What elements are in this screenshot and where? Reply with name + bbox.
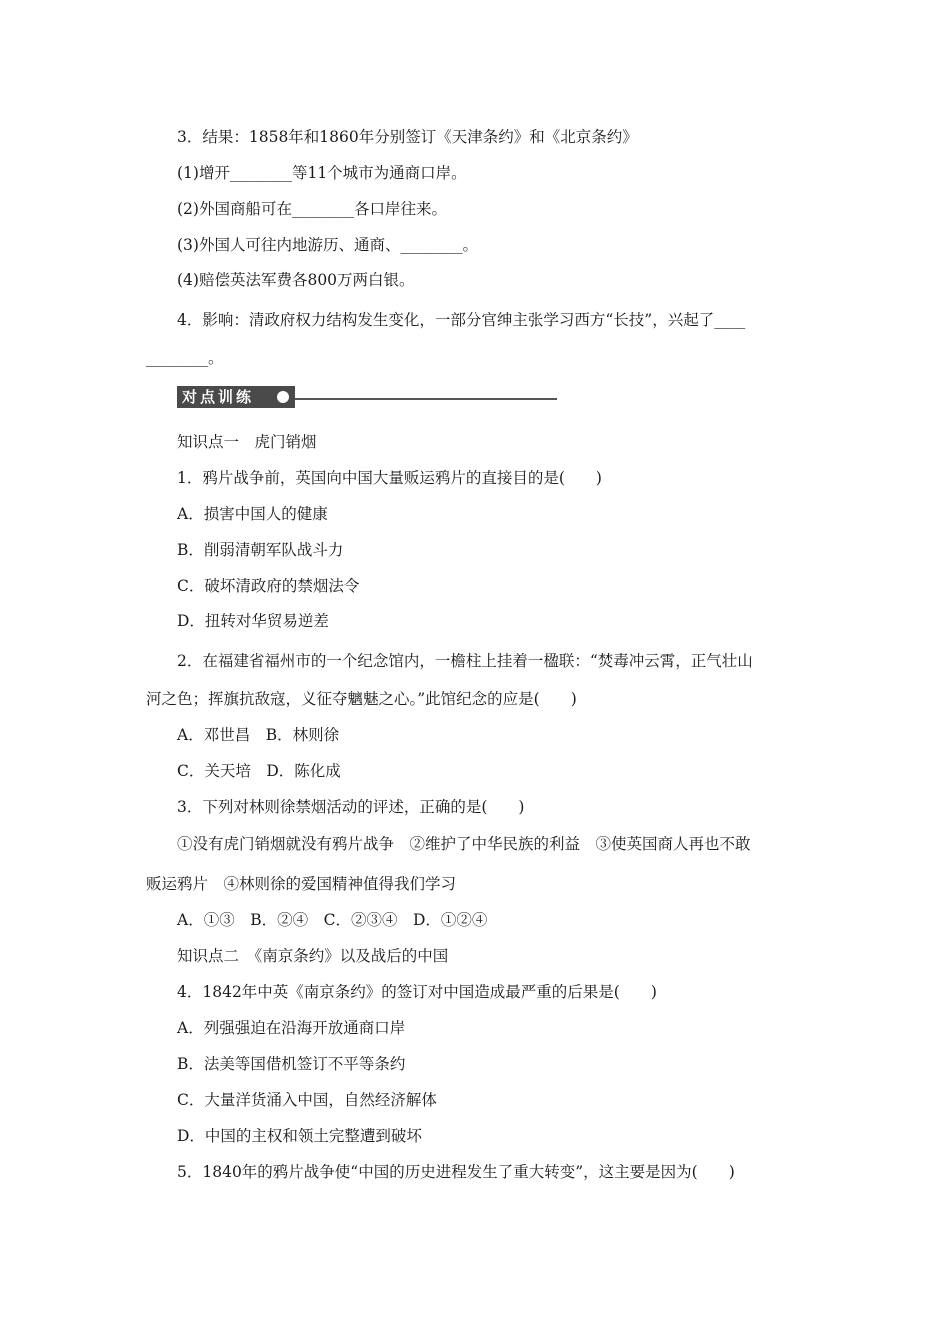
option-line: B．削弱清朝军队战斗力 [177, 541, 344, 559]
question-2-continuation: 河之色；挥旗抗敌寇，义征夺魑魅之心。”此馆纪念的应是( ) [146, 690, 577, 708]
option-line: D．扭转对华贸易逆差 [177, 612, 329, 630]
question-1: 1．鸦片战争前，英国向中国大量贩运鸦片的直接目的是( ) [177, 469, 602, 487]
bullet-dot-icon [277, 391, 289, 403]
option-line: A．①③ B．②④ C．②③④ D．①②④ [177, 911, 488, 929]
heading-rule [295, 398, 557, 400]
impact-line: 4．影响：清政府权力结构发生变化，一部分官绅主张学习西方“长技”，兴起了____ [177, 311, 746, 329]
knowledge-point-1: 知识点一 虎门销烟 [177, 433, 317, 451]
option-line: C．关天培 D．陈化成 [177, 762, 341, 780]
result-line: 3．结果：1858年和1860年分别签订《天津条约》和《北京条约》 [177, 128, 638, 146]
result-item-3: (3)外国人可往内地游历、通商、________。 [177, 236, 478, 254]
question-4: 4．1842年中英《南京条约》的签订对中国造成最严重的后果是( ) [177, 983, 657, 1001]
result-item-1: (1)增开________等11个城市为通商口岸。 [177, 164, 467, 182]
result-item-2: (2)外国商船可在________各口岸往来。 [177, 200, 447, 218]
question-5: 5．1840年的鸦片战争使“中国的历史进程发生了重大转变”，这主要是因为( ) [177, 1163, 735, 1181]
option-line: A．邓世昌 B．林则徐 [177, 726, 340, 744]
question-2: 2．在福建省福州市的一个纪念馆内，一檐柱上挂着一楹联：“焚毒冲云霄，正气壮山 [177, 652, 753, 670]
statements-line: ①没有虎门销烟就没有鸦片战争 ②维护了中华民族的利益 ③使英国商人再也不敢 [177, 835, 751, 853]
option-line: C．破坏清政府的禁烟法令 [177, 577, 360, 595]
option-line: D．中国的主权和领土完整遭到破坏 [177, 1127, 422, 1145]
impact-line-continuation: ________。 [146, 349, 224, 367]
section-heading [177, 386, 557, 408]
statements-continuation: 贩运鸦片 ④林则徐的爱国精神值得我们学习 [146, 875, 457, 893]
section-title: 对点训练 [177, 386, 295, 408]
option-line: A．损害中国人的健康 [177, 505, 328, 523]
option-line: A．列强强迫在沿海开放通商口岸 [177, 1019, 406, 1037]
option-line: C．大量洋货涌入中国，自然经济解体 [177, 1091, 437, 1109]
option-line: B．法美等国借机签订不平等条约 [177, 1055, 406, 1073]
result-item-4: (4)赔偿英法军费各800万两白银。 [177, 271, 415, 289]
question-3: 3．下列对林则徐禁烟活动的评述，正确的是( ) [177, 798, 525, 816]
knowledge-point-2: 知识点二 《南京条约》以及战后的中国 [177, 947, 449, 965]
